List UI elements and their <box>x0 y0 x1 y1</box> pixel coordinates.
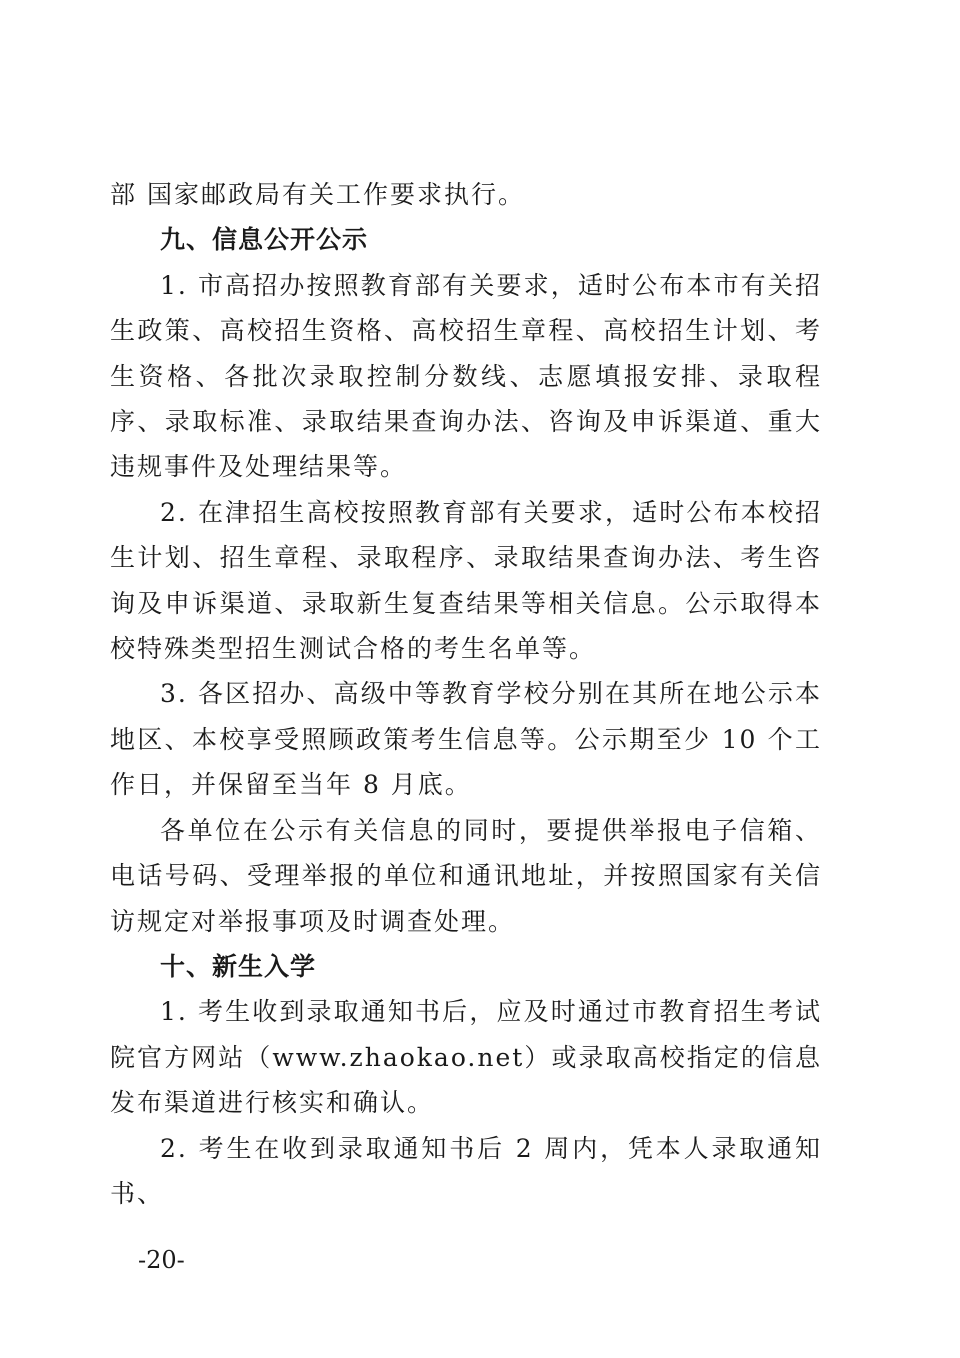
section-heading-9: 九、信息公开公示 <box>160 225 369 255</box>
page-number: -20- <box>138 1246 185 1274</box>
paragraph-10-2: 2. 考生在收到录取通知书后 2 周内，凭本人录取通知书、 <box>110 1133 822 1208</box>
paragraph-9-note: 各单位在公示有关信息的同时，要提供举报电子信箱、电话号码、受理举报的单位和通讯地址，并按照国家有关信访规定对举报事项及时调查处理。 <box>110 815 822 936</box>
paragraph-10-1: 1. 考生收到录取通知书后，应及时通过市教育招生考试院官方网站（www.zhaokao.net）或录取高校指定的信息发布渠道进行核实和确认。 <box>110 997 822 1118</box>
paragraph-9-3: 3. 各区招办、高级中等教育学校分别在其所在地公示本地区、本校享受照顾政策考生信息等。公示期至少 10 个工作日，并保留至当年 8 月底。 <box>110 679 822 800</box>
section-heading-10: 十、新生入学 <box>160 951 317 981</box>
paragraph-continuation: 部 国家邮政局有关工作要求执行。 <box>110 180 525 209</box>
body-text <box>110 172 822 1216</box>
paragraph-9-2: 2. 在津招生高校按照教育部有关要求，适时公布本校招生计划、招生章程、录取程序、录取结果查询办法、考生咨询及申诉渠道、录取新生复查结果等相关信息。公示取得本校特殊类型招生测试合格的考生名单等。 <box>110 497 822 664</box>
paragraph-9-1: 1. 市高招办按照教育部有关要求，适时公布本市有关招生政策、高校招生资格、高校招生章程、高校招生计划、考生资格、各批次录取控制分数线、志愿填报安排、录取程序、录取标准、录取结果查询办法、咨询及申诉渠道、重大违规事件及处理结果等。 <box>110 270 822 482</box>
